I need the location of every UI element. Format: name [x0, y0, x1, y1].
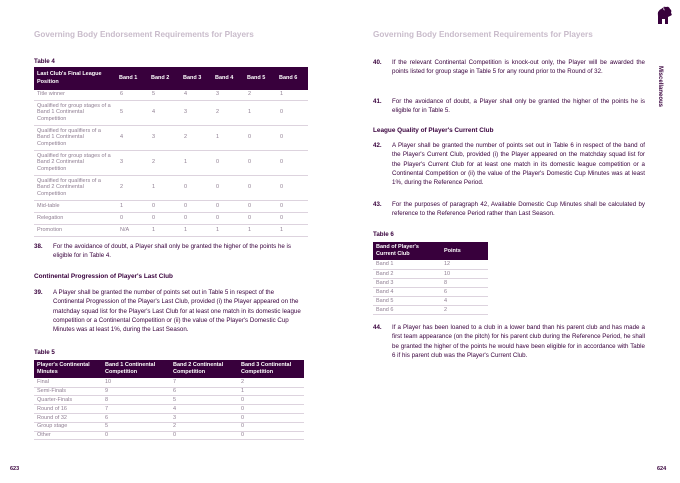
table-header-cell: Band 2 Continental Competition — [170, 360, 238, 378]
table-header-cell: Band of Player's Current Club — [373, 242, 441, 260]
table-cell: 0 — [276, 125, 308, 150]
table-cell: Mid-table — [34, 200, 116, 212]
table-cell: Band 5 — [373, 297, 441, 306]
table-row — [34, 90, 308, 100]
table-cell: 0 — [244, 175, 276, 200]
table-header-cell: Player's Continental Minutes — [34, 360, 102, 378]
table-row — [34, 431, 304, 440]
table-4 — [34, 67, 308, 237]
table-cell: 1 — [238, 387, 304, 396]
table-cell: 6 — [441, 288, 488, 297]
table-cell: 0 — [276, 100, 308, 125]
table-header-cell: Points — [441, 242, 488, 260]
table-cell: 0 — [170, 431, 238, 440]
table-cell: 2 — [170, 422, 238, 431]
table-cell: Round of 16 — [34, 405, 102, 414]
table-cell: Qualified for group stages of a Band 2 Continental Competition — [34, 150, 116, 175]
table-cell: 0 — [148, 212, 180, 224]
table-cell: Qualified for group stages of a Band 1 Continental Competition — [34, 100, 116, 125]
paragraph-text: A Player shall be granted the number of points set out in Table 5 in respect of the Continental Progression of the Player's Last Club, provided (i) the Player appeared on the matchday squad list for the Player's Last Club for at least one match in its domestic league competition or a Continental Competition or (ii) the value of the Player's Domestic Cup Minutes was at least 1%, during the Last Season. — [53, 289, 301, 334]
table-cell: Round of 32 — [34, 413, 102, 422]
paragraph-40 — [373, 58, 645, 77]
table-row — [34, 387, 304, 396]
table-cell: 9 — [102, 387, 170, 396]
table-cell: 2 — [116, 175, 148, 200]
paragraph-39 — [34, 288, 306, 334]
table-6 — [373, 242, 488, 315]
table-cell: 1 — [180, 150, 212, 175]
table-row — [373, 306, 488, 315]
paragraph-42 — [373, 141, 645, 187]
table-cell: 4 — [180, 90, 212, 100]
table-cell: 0 — [116, 212, 148, 224]
table-row — [373, 260, 488, 269]
table-cell: 0 — [276, 175, 308, 200]
table-cell: Title winner — [34, 90, 116, 100]
section-side-tab — [653, 66, 665, 126]
paragraph-number: 44. — [373, 324, 382, 331]
table-cell: 2 — [180, 125, 212, 150]
table-cell: 0 — [238, 431, 304, 440]
table-cell: Semi-Finals — [34, 387, 102, 396]
table-cell: 3 — [116, 150, 148, 175]
table-6-title: Table 6 — [373, 231, 394, 238]
table-cell: 0 — [180, 175, 212, 200]
league-lion-logo-icon — [652, 4, 674, 26]
table-cell: 8 — [441, 278, 488, 287]
table-header-cell: Band 1 — [116, 67, 148, 90]
table-cell: 1 — [180, 224, 212, 236]
table-cell: 12 — [441, 260, 488, 269]
table-cell: 0 — [238, 405, 304, 414]
table-cell: 0 — [212, 150, 244, 175]
subheading-league-quality: League Quality of Player's Current Club — [373, 127, 494, 134]
table-row — [34, 396, 304, 405]
table-cell: 2 — [441, 306, 488, 315]
table-cell: Other — [34, 431, 102, 440]
table-cell: 0 — [276, 150, 308, 175]
table-cell: 7 — [102, 405, 170, 414]
table-row — [34, 200, 308, 212]
paragraph-number: 41. — [373, 98, 382, 105]
table-row — [34, 405, 304, 414]
table-cell: 1 — [148, 224, 180, 236]
table-row — [34, 422, 304, 431]
table-cell: 6 — [102, 413, 170, 422]
table-cell: 5 — [170, 396, 238, 405]
table-cell: 0 — [148, 200, 180, 212]
running-head-right: Governing Body Endorsement Requirements for Players — [373, 30, 593, 39]
paragraph-text: For the avoidance of doubt, a Player shall only be granted the higher of the points he is eligible for in Table 5. — [392, 98, 645, 115]
table-cell: 0 — [244, 200, 276, 212]
page-number-left: 623 — [10, 466, 20, 472]
table-row — [373, 269, 488, 278]
table-cell: 0 — [238, 413, 304, 422]
table-header-cell: Band 2 — [148, 67, 180, 90]
table-cell: 0 — [102, 431, 170, 440]
table-cell: 0 — [180, 212, 212, 224]
table-cell: 0 — [238, 422, 304, 431]
paragraph-text: For the avoidance of doubt, a Player shall only be granted the higher of the points he is eligible for in Table 4. — [53, 243, 292, 260]
table-cell: 0 — [244, 212, 276, 224]
table-cell: 1 — [276, 90, 308, 100]
table-cell: Relegation — [34, 212, 116, 224]
table-cell: 5 — [102, 422, 170, 431]
table-row — [34, 378, 304, 387]
table-row — [34, 150, 308, 175]
table-cell: Quarter-Finals — [34, 396, 102, 405]
table-cell: 0 — [276, 200, 308, 212]
table-cell: 0 — [238, 396, 304, 405]
table-cell: 0 — [212, 200, 244, 212]
table-5-title: Table 5 — [34, 349, 55, 356]
table-header-row — [34, 67, 308, 90]
subheading-continental-progression: Continental Progression of Player's Last Club — [34, 273, 173, 280]
running-head-left: Governing Body Endorsement Requirements for Players — [34, 30, 254, 39]
table-cell: 2 — [244, 90, 276, 100]
table-cell: 3 — [148, 125, 180, 150]
table-cell: 5 — [148, 90, 180, 100]
table-cell: 10 — [441, 269, 488, 278]
table-cell: 0 — [212, 212, 244, 224]
paragraph-38 — [34, 242, 306, 261]
table-cell: 6 — [116, 90, 148, 100]
paragraph-number: 42. — [373, 142, 382, 149]
table-cell: 5 — [116, 100, 148, 125]
table-cell: 2 — [148, 150, 180, 175]
table-row — [34, 413, 304, 422]
table-cell: 4 — [441, 297, 488, 306]
table-header-cell: Band 6 — [276, 67, 308, 90]
table-cell: 3 — [180, 100, 212, 125]
table-row — [34, 212, 308, 224]
table-cell: 1 — [276, 224, 308, 236]
paragraph-text: If the relevant Continental Competition is knock-out only, the Player will be awarded the points listed for group stage in Table 5 for any round prior to the Round of 32. — [392, 59, 645, 76]
table-cell: Band 3 — [373, 278, 441, 287]
table-header-cell: Band 4 — [212, 67, 244, 90]
table-cell: N/A — [116, 224, 148, 236]
page-number-right: 624 — [657, 466, 667, 472]
table-cell: Band 4 — [373, 288, 441, 297]
paragraph-44 — [373, 323, 645, 360]
paragraph-text: A Player shall be granted the number of points set out in Table 6 in respect of the band of the Player's Current Club, provided (i) the Player appeared on the matchday squad list for the Player's Current Club for at least one match in its domestic league competition or a Continental Competition or (ii) the value of the Player's Domestic Cup Minutes was at least 1%, during the Reference Period. — [392, 142, 645, 187]
table-cell: Band 6 — [373, 306, 441, 315]
table-cell: 2 — [238, 378, 304, 387]
paragraph-number: 43. — [373, 201, 382, 208]
table-5 — [34, 360, 304, 440]
table-row — [34, 175, 308, 200]
paragraph-number: 38. — [34, 243, 43, 250]
table-header-cell: Band 3 Continental Competition — [238, 360, 304, 378]
table-cell: Qualified for qualifiers of a Band 1 Continental Competition — [34, 125, 116, 150]
table-row — [373, 278, 488, 287]
paragraph-41 — [373, 97, 645, 116]
table-header-row — [373, 242, 488, 260]
table-header-cell: Band 1 Continental Competition — [102, 360, 170, 378]
table-header-row — [34, 360, 304, 378]
table-cell: 4 — [170, 405, 238, 414]
table-cell: 1 — [244, 224, 276, 236]
table-header-cell: Last Club's Final League Position — [34, 67, 116, 90]
table-cell: 7 — [170, 378, 238, 387]
table-cell: Promotion — [34, 224, 116, 236]
table-header-cell: Band 5 — [244, 67, 276, 90]
table-cell: 1 — [212, 224, 244, 236]
table-cell: Band 2 — [373, 269, 441, 278]
table-cell: Qualified for qualifiers of a Band 2 Continental Competition — [34, 175, 116, 200]
paragraph-text: If a Player has been loaned to a club in a lower band than his parent club and has made a first team appearance (on the pitch) for his parent club during the Reference Period, he shall be granted the higher of the points he would have been eligible for in accordance with Table 6 if his parent club was the Player's Current Club. — [392, 324, 645, 359]
table-cell: 1 — [116, 200, 148, 212]
table-cell: 2 — [212, 100, 244, 125]
table-cell: 0 — [276, 212, 308, 224]
side-tab-label: Miscellaneous — [657, 66, 663, 108]
paragraph-number: 40. — [373, 59, 382, 66]
table-cell: 4 — [116, 125, 148, 150]
table-4-title: Table 4 — [34, 58, 55, 65]
paragraph-43 — [373, 200, 645, 219]
table-cell: 6 — [170, 387, 238, 396]
paragraph-number: 39. — [34, 289, 43, 296]
table-cell: 4 — [148, 100, 180, 125]
table-row — [34, 100, 308, 125]
table-row — [373, 297, 488, 306]
table-cell: 1 — [212, 125, 244, 150]
table-cell: Band 1 — [373, 260, 441, 269]
table-cell: 0 — [244, 125, 276, 150]
table-cell: 10 — [102, 378, 170, 387]
table-cell: 0 — [244, 150, 276, 175]
table-cell: Group stage — [34, 422, 102, 431]
table-header-cell: Band 3 — [180, 67, 212, 90]
table-cell: 3 — [170, 413, 238, 422]
table-cell: 3 — [212, 90, 244, 100]
table-cell: Final — [34, 378, 102, 387]
table-cell: 1 — [244, 100, 276, 125]
table-row — [373, 288, 488, 297]
table-row — [34, 224, 308, 236]
table-cell: 0 — [212, 175, 244, 200]
paragraph-text: For the purposes of paragraph 42, Available Domestic Cup Minutes shall be calculated by reference to the Reference Period rather than Last Season. — [392, 201, 645, 218]
table-row — [34, 125, 308, 150]
table-cell: 0 — [180, 200, 212, 212]
table-cell: 8 — [102, 396, 170, 405]
table-cell: 1 — [148, 175, 180, 200]
